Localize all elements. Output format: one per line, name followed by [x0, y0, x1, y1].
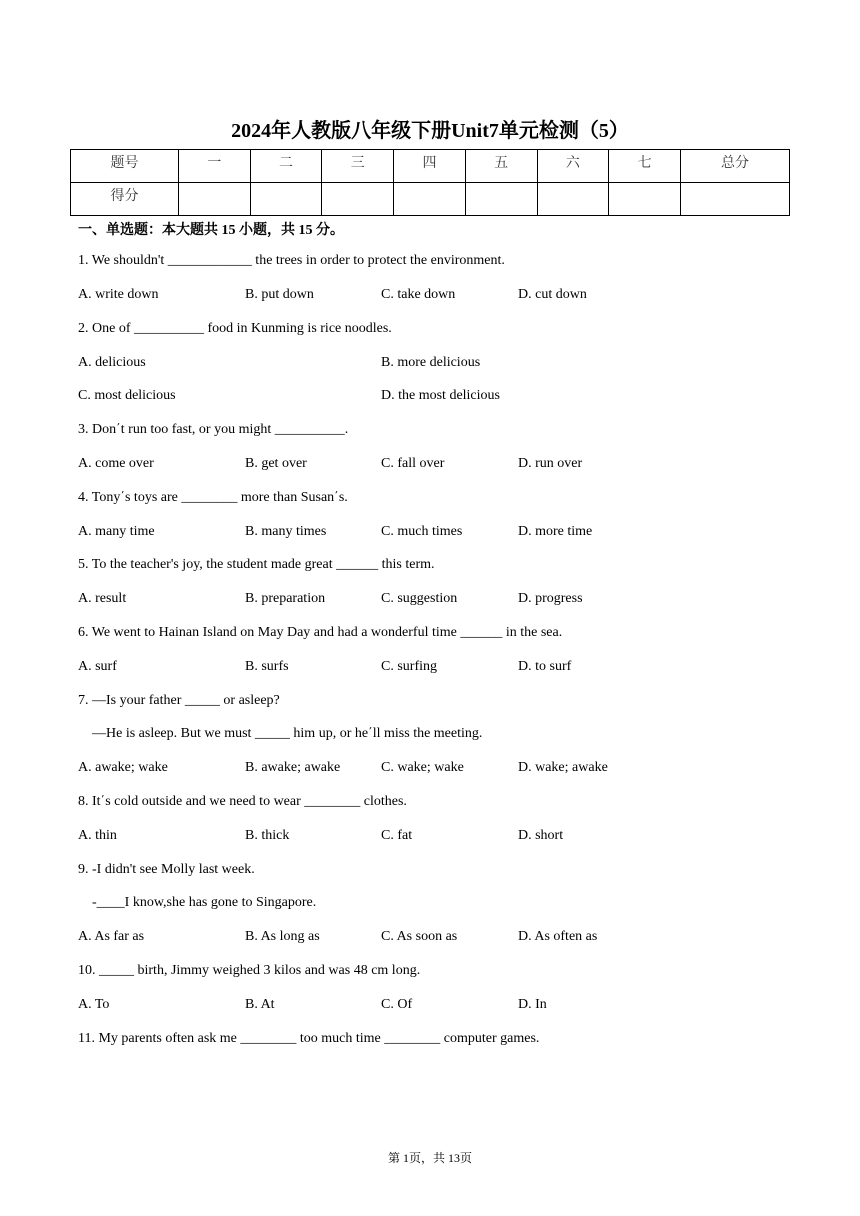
question-stem: 2. One of __________ food in Kunming is rice noodles. — [78, 321, 392, 336]
option-b[interactable]: B. preparation — [245, 591, 326, 606]
option-d[interactable]: D. In — [518, 997, 547, 1012]
option-c[interactable]: C. suggestion — [381, 591, 458, 606]
option-a[interactable]: A. result — [78, 591, 127, 606]
score-input-cell[interactable] — [179, 183, 251, 216]
question-stem: 11. My parents often ask me ________ too much time ________ computer games. — [78, 1031, 540, 1046]
option-c[interactable]: C. wake; wake — [381, 760, 464, 775]
section-title: 一、单选题：本大题共 15 小题，共 15 分。 — [78, 223, 344, 238]
question-stem: 8. It΄s cold outside and we need to wear ________ clothes. — [78, 794, 407, 809]
option-a[interactable]: A. awake; wake — [78, 760, 168, 775]
score-table-score-row — [71, 183, 790, 216]
question-stem: 1. We shouldn't ____________ the trees in order to protect the environment. — [78, 253, 505, 268]
option-c[interactable]: C. much times — [381, 524, 463, 539]
score-input-cell[interactable] — [681, 183, 790, 216]
option-b[interactable]: B. At — [245, 997, 275, 1012]
option-a[interactable]: A. delicious — [78, 355, 146, 370]
option-d[interactable]: D. progress — [518, 591, 583, 606]
score-input-cell[interactable] — [537, 183, 609, 216]
option-b[interactable]: B. surfs — [245, 659, 289, 674]
option-c[interactable]: C. fat — [381, 828, 413, 843]
option-d[interactable]: D. the most delicious — [381, 388, 500, 403]
score-input-cell[interactable] — [250, 183, 322, 216]
option-a[interactable]: A. thin — [78, 828, 117, 843]
score-table — [70, 149, 790, 216]
option-b[interactable]: B. many times — [245, 524, 327, 539]
option-b[interactable]: B. awake; awake — [245, 760, 341, 775]
question-stem: 9. -I didn't see Molly last week. — [78, 862, 255, 877]
table-cell: 得分 — [71, 183, 179, 216]
table-cell: 五 — [465, 150, 537, 183]
option-c[interactable]: C. take down — [381, 287, 456, 302]
option-c[interactable]: C. most delicious — [78, 388, 176, 403]
option-d[interactable]: D. more time — [518, 524, 593, 539]
option-c[interactable]: C. As soon as — [381, 929, 458, 944]
option-d[interactable]: D. wake; awake — [518, 760, 608, 775]
table-cell: 二 — [250, 150, 322, 183]
question-stem: 7. —Is your father _____ or asleep? — [78, 693, 280, 708]
question-stem-reply: -____I know,she has gone to Singapore. — [92, 895, 317, 910]
table-cell: 三 — [322, 150, 394, 183]
score-input-cell[interactable] — [394, 183, 466, 216]
option-c[interactable]: C. surfing — [381, 659, 437, 674]
option-a[interactable]: A. come over — [78, 456, 154, 471]
table-cell: 四 — [394, 150, 466, 183]
option-c[interactable]: C. fall over — [381, 456, 445, 471]
option-b[interactable]: B. get over — [245, 456, 307, 471]
question-stem: 6. We went to Hainan Island on May Day and had a wonderful time ______ in the sea. — [78, 625, 563, 640]
question-stem: 4. Tony΄s toys are ________ more than Susan΄s. — [78, 490, 348, 505]
score-input-cell[interactable] — [609, 183, 681, 216]
option-c[interactable]: C. Of — [381, 997, 413, 1012]
option-d[interactable]: D. run over — [518, 456, 583, 471]
table-cell: 七 — [609, 150, 681, 183]
score-input-cell[interactable] — [322, 183, 394, 216]
question-stem-reply: —He is asleep. But we must _____ him up, or he΄ll miss the meeting. — [92, 726, 483, 741]
option-a[interactable]: A. write down — [78, 287, 159, 302]
page-title: 2024年人教版八年级下册Unit7单元检测（5） — [231, 120, 629, 142]
score-input-cell[interactable] — [465, 183, 537, 216]
option-d[interactable]: D. cut down — [518, 287, 587, 302]
option-b[interactable]: B. more delicious — [381, 355, 481, 370]
option-b[interactable]: B. thick — [245, 828, 290, 843]
option-a[interactable]: A. surf — [78, 659, 117, 674]
question-stem: 5. To the teacher's joy, the student made great ______ this term. — [78, 557, 435, 572]
page-footer: 第 1页，共 13页 — [387, 1151, 472, 1165]
option-b[interactable]: B. As long as — [245, 929, 320, 944]
table-cell: 一 — [179, 150, 251, 183]
option-d[interactable]: D. to surf — [518, 659, 572, 674]
option-b[interactable]: B. put down — [245, 287, 314, 302]
table-cell: 六 — [537, 150, 609, 183]
option-a[interactable]: A. many time — [78, 524, 155, 539]
option-a[interactable]: A. As far as — [78, 929, 145, 944]
score-table-header-row — [71, 150, 790, 183]
table-cell: 总分 — [681, 150, 790, 183]
table-cell: 题号 — [71, 150, 179, 183]
option-d[interactable]: D. short — [518, 828, 564, 843]
option-a[interactable]: A. To — [78, 997, 110, 1012]
option-d[interactable]: D. As often as — [518, 929, 598, 944]
question-stem: 10. _____ birth, Jimmy weighed 3 kilos and was 48 cm long. — [78, 963, 421, 978]
question-stem: 3. Don΄t run too fast, or you might __________. — [78, 422, 349, 437]
